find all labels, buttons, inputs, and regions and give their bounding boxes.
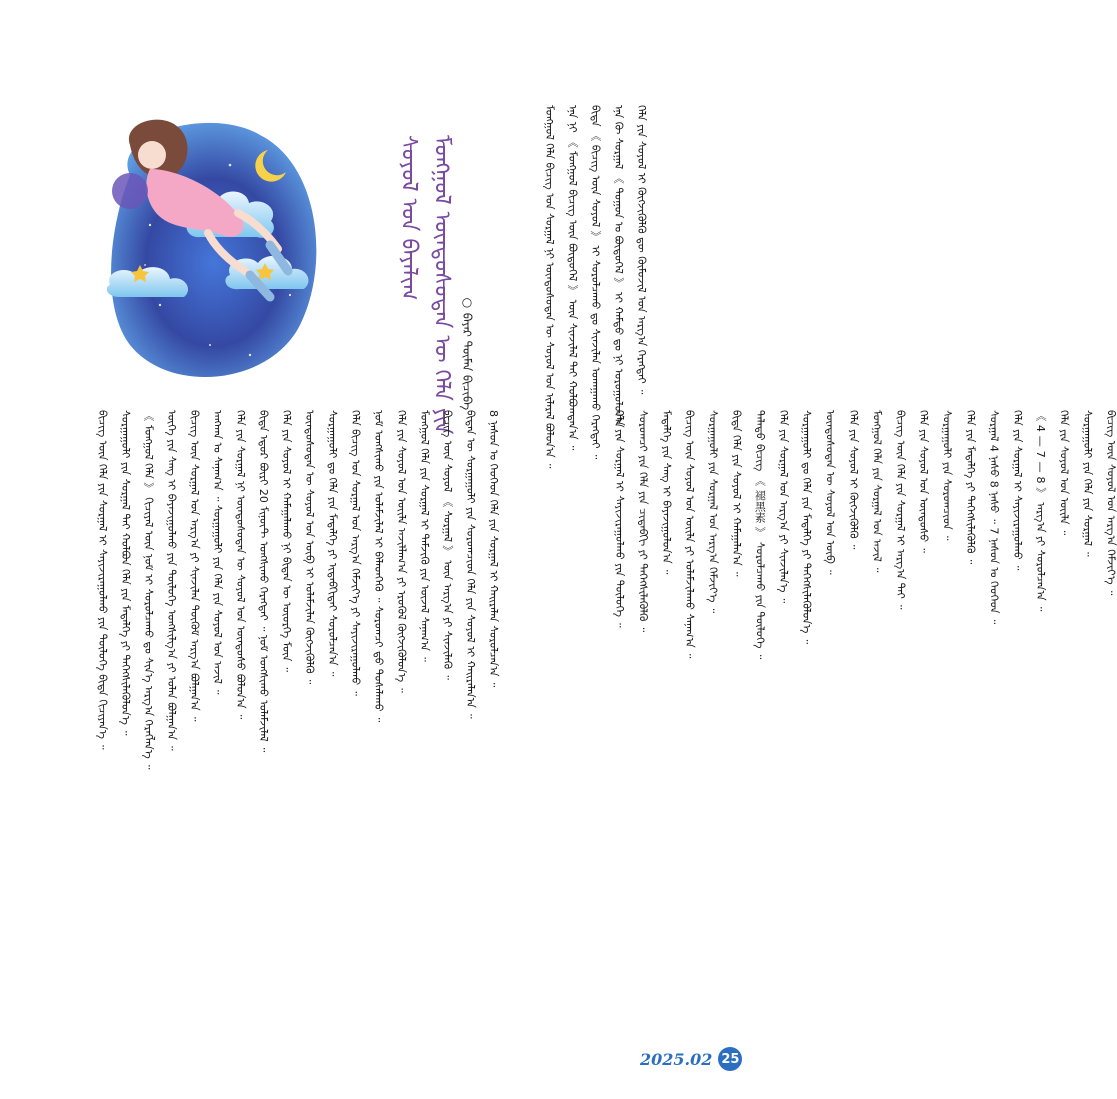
text-column: ᠪᠢᠴᠢᠭ᠌ ᠦᠨ ᠬᠡᠯᠡ ᠶᠢᠨ ᠰᠤᠷᠭᠠᠯ ᠢ ᠠᠷᠭ᠎ᠠ ᠲᠠᠢ ᠃ — [893, 410, 907, 610]
author-byline: ○ ᠪᠠᠶᠠᠷ ᠲᠦᠮᠡᠨ ᠪᠢᠴᠢᠪᠡ — [460, 295, 474, 411]
text-column: ᠪᠢᠴᠢᠭ᠌ ᠦᠨ ᠰᠣᠶᠣᠯ ᠤᠨ ᠦᠢᠯᠡ ᠶᠢ ᠤᠯᠠᠮᠵᠢᠯᠠᠬᠤ ᠰᠠᠨᠠᠭ᠎ᠠ ᠃ — [683, 410, 697, 659]
text-column: ᠬᠡᠯᠡ ᠶᠢᠨ ᠰᠤᠷᠭᠠᠯ ᠨᠢ ᠦᠨᠳᠦᠰᠦᠲᠡᠨ ᠦ ᠰᠣᠶᠣᠯ ᠤᠨ ᠦᠨᠳᠦᠰᠦ ᠪᠣᠯᠤᠨ᠎ᠠ ᠃ — [234, 410, 247, 720]
text-column: ᠬᠡᠯᠡ ᠶᠢᠨ ᠰᠤᠷᠭᠠᠯ ᠤᠨ ᠠᠷᠭ᠎ᠠ ᠶᠢ ᠰᠢᠨᠵᠢᠯᠡᠨ᠎ᠡ ᠃ — [776, 410, 790, 604]
text-column: ᠦᠨᠳᠦᠰᠦᠲᠡᠨ ᠦ ᠰᠣᠶᠣᠯ ᠤᠨ ᠦᠪ ᠢ ᠤᠯᠠᠮᠵᠢᠯᠠᠨ ᠬᠥᠭᠵᠢᠭᠦᠯᠬᠦ ᠃ — [303, 410, 316, 685]
article-title-line2: ᠰᠣᠶᠣᠯ ᠤᠨ ᠪᠠᠶᠠᠯᠢᠭ — [396, 135, 421, 301]
text-column: ᠬᠡᠯᠡ ᠶᠢᠨ ᠰᠣᠶᠣᠯ ᠢ ᠬᠥᠭᠵᠢᠭᠦᠯᠬᠦ ᠳᠦ ᠬᠦᠮᠦᠵᠢᠯ ᠤᠨ ᠠᠷᠭ᠎ᠠ ᠬᠡᠷᠡᠭᠲᠡᠢ ᠃ — [635, 105, 648, 395]
text-column: ᠬᠡᠯᠡ ᠶᠢᠨ ᠰᠤᠷᠭᠠᠯ ᠢ ᠰᠠᠶᠢᠵᠢᠷᠠᠭᠤᠯᠬᠤ ᠶᠢᠨ ᠲᠥᠯᠥᠭᠡ ᠃ — [613, 410, 626, 628]
text-column: ᠪᠢᠳᠡ ᠡᠳᠦᠷ ᠪᠦᠷᠢ 20 ᠮᠢᠨᠦ᠋ᠲ ᠤᠩᠰᠢᠬᠤ ᠬᠡᠷᠡᠭᠲᠡᠢ ᠃ ᠨᠣᠮ ᠤᠩᠰᠢᠬᠤ ᠤᠯᠠᠮᠵᠢᠯᠠᠯ ᠃ — [257, 410, 270, 753]
text-column: ᠬᠡᠯᠡ ᠶᠢᠨ ᠰᠣᠶᠣᠯ ᠤᠨ ᠦᠢᠯᠡ ᠃ — [1057, 410, 1071, 536]
text-column: ᠪᠢᠴᠢᠭ᠌ ᠦᠨ ᠬᠡᠯᠡ ᠶᠢᠨ ᠰᠤᠷᠭᠠᠯ ᠢ ᠰᠠᠶᠢᠵᠢᠷᠠᠭᠤᠯᠬᠤ ᠶᠢᠨ ᠲᠥᠯᠥᠭᠡ ᠪᠢᠳᠡ ᠬᠢᠴᠢᠶᠡᠨ᠎ᠡ ᠃ — [96, 410, 109, 750]
text-column: ᠠᠩᠬᠠᠨ ᠤ ᠰᠠᠨᠠᠭ᠎ᠠ ᠃ ᠰᠤᠷᠭᠠᠭᠤᠯᠢ ᠶᠢᠨ ᠬᠡᠯᠡ ᠶᠢᠨ ᠰᠣᠶᠣᠯ ᠤᠨ ᠠᠵᠢᠯ ᠃ — [211, 410, 224, 695]
text-column: ᠮᠡᠳᠡᠯᠭᠡ ᠶᠢᠨ ᠰᠠᠩ ᠢ ᠪᠠᠶᠠᠵᠢᠭᠤᠯᠤᠨ᠎ᠠ ᠃ — [659, 410, 673, 575]
text-column: ᠦᠭᠡ ᠶᠢᠨ ᠰᠠᠩ ᠢ ᠪᠠᠶᠠᠵᠢᠭᠤᠯᠬᠤ ᠶᠢᠨ ᠲᠥᠯᠥᠭᠡ ᠤᠩᠰᠢᠯᠭ᠎ᠠ ᠶᠢ ᠣᠯᠠᠨ ᠪᠣᠯᠭᠠᠨ᠎ᠠ ᠃ — [165, 410, 178, 751]
text-column: ᠰᠤᠷᠭᠠᠭᠤᠯᠢ ᠶᠢᠨ ᠬᠡᠯᠡ ᠶᠢᠨ ᠰᠤᠷᠭᠠᠯ ᠃ — [1081, 410, 1094, 557]
text-column: ᠪᠢᠳᠡ 《 ᠪᠢᠴᠢᠭ᠌ ᠦᠨ ᠰᠣᠶᠣᠯ 》 ᠢ ᠰᠤᠷᠤᠯᠴᠠᠬᠤ ᠳᠤ ᠰᠢᠨᠵᠢᠯᠡᠨ ᠤᠬᠠᠭᠠᠬᠤ ᠬᠡᠷᠡᠭᠲᠡᠢ ᠃ — [589, 105, 602, 460]
text-column: ᠦᠨᠳᠦᠰᠦᠲᠡᠨ ᠦ ᠰᠣᠶᠣᠯ ᠤᠨ ᠦᠪ ᠃ — [823, 410, 837, 575]
text-column: ᠬᠡᠯᠡ ᠶᠢᠨ ᠰᠣᠶᠣᠯ ᠢ ᠬᠥᠭᠵᠢᠭᠦᠯᠬᠦ ᠃ — [847, 410, 860, 550]
text-column: ᠬᠡᠯᠡ ᠶᠢᠨ ᠰᠤᠷᠭᠠᠯ ᠢ ᠰᠠᠶᠢᠵᠢᠷᠠᠭᠤᠯᠬᠤ ᠃ — [1010, 410, 1024, 571]
page-number: 25 — [718, 1047, 742, 1071]
text-column: ᠰᠤᠷᠭᠠᠭᠤᠯᠢ ᠳᠤ ᠬᠡᠯᠡ ᠶᠢᠨ ᠮᠡᠳᠡᠯᠭᠡ ᠶᠢ ᠢᠳᠡᠪᠬᠢᠲᠡᠢ ᠰᠤᠷᠤᠯᠴᠠᠨ᠎ᠠ ᠃ — [326, 410, 339, 677]
text-column: ᠰᠤᠷᠭᠠᠯ 4 ᠨᠠᠰᠤ 8 ᠨᠠᠰᠤ ᠃ 7 ᠨᠠᠰᠤᠨ ᠤ ᠬᠡᠦᠬᠡᠳ ᠃ — [987, 410, 1001, 625]
text-column: ᠡᠨᠡ ᠬᠦ ᠰᠤᠷᠭᠠᠯ 《 ᠲᠣᠭᠣᠨ ᠤ ᠪᠦᠲᠦᠭᠡᠯ 》 ᠢ ᠬᠠᠮᠲᠤ ᠳᠤ ᠨᠢ ᠣᠷᠣᠭᠤᠯᠤᠨ᠎ᠠ ᠃ — [612, 105, 625, 439]
issue-number: 2025.02 — [640, 1049, 713, 1069]
text-column: ᠪᠢᠴᠢᠭ᠌ ᠦᠨ ᠰᠣᠶᠣᠯ 《 ᠰᠤᠷᠭᠠᠯ 》 ᠦᠨ ᠠᠷᠭ᠎ᠠ ᠶᠢ ᠰᠢᠨᠵᠢᠯᠡᠬᠦ ᠃ — [441, 410, 454, 680]
text-column: 《 ᠮᠣᠩᠭᠣᠯ ᠬᠡᠯᠡ 》 ᠬᠢᠴᠢᠶᠡᠯ ᠦᠨ ᠨᠣᠮ ᠢ ᠰᠤᠷᠤᠯᠴᠠᠬᠤ ᠳᠤ ᠰᠢᠨ᠎ᠡ ᠠᠷᠭ᠎ᠠ ᠬᠡᠷᠡᠭᠯᠡᠨ᠎ᠡ ᠃ — [142, 410, 155, 770]
article-title-line1: ᠮᠣᠩᠭᠣᠯ ᠦᠨᠳᠦᠰᠦᠲᠡᠨ ᠦ ᠬᠡᠯᠡ ᠶᠢᠨ — [429, 135, 454, 435]
text-column: ᠮᠣᠩᠭᠣᠯ ᠬᠡᠯᠡ ᠶᠢᠨ ᠰᠤᠷᠭᠠᠯ ᠤᠨ ᠠᠵᠢᠯ ᠃ — [870, 410, 884, 573]
text-column: ᠲᠠᠯᠠᠳᠤ ᠪᠢᠴᠢᠭ 《 褪黑素 》 ᠰᠤᠷᠤᠯᠴᠠᠬᠤ ᠶᠢᠨ ᠲᠥᠯᠥᠭᠡ ᠃ — [753, 410, 767, 660]
text-column: ᠰᠤᠷᠭᠠᠭᠤᠯᠢ ᠶᠢᠨ ᠰᠤᠷᠤᠭᠴᠢᠳ ᠃ — [940, 410, 954, 541]
text-column: ᠪᠢᠴᠢᠭ᠌ ᠦᠨ ᠰᠤᠷᠭᠠᠯ ᠤᠨ ᠠᠷᠭ᠎ᠠ ᠶᠢ ᠰᠢᠨᠵᠢᠯᠡᠨ ᠳᠦᠭᠦᠮ ᠠᠷᠭ᠎ᠠ ᠪᠣᠯᠭᠠᠨ᠎ᠠ ᠃ — [188, 410, 201, 722]
text-column: ᠬᠡᠯᠡ ᠶᠢᠨ ᠮᠡᠳᠡᠯᠭᠡ ᠶᠢ ᠳᠡᠭᠡᠭᠰᠢᠯᠡᠭᠦᠯᠬᠦ ᠃ — [964, 410, 977, 565]
text-column: ᠪᠢᠴᠢᠭ᠌ ᠦᠨ ᠰᠣᠶᠣᠯ ᠤᠨ ᠠᠷᠭ᠎ᠠ ᠬᠡᠮᠵᠢᠶ᠎ᠡ ᠃ — [1104, 410, 1117, 596]
text-column: ᠬᠡᠯᠡ ᠪᠢᠴᠢᠭ ᠤᠨ ᠰᠤᠷᠭᠠᠯ ᠤᠨ ᠠᠷᠭ᠎ᠠ ᠬᠡᠮᠵᠢᠶ᠎ᠡ ᠶᠢ ᠰᠠᠶᠢᠵᠢᠷᠠᠭᠤᠯᠬᠤ ᠃ — [349, 410, 362, 696]
text-column: ᠪᠢᠳᠡᠨ ᠦ ᠰᠤᠷᠭᠠᠭᠤᠯᠢ ᠶᠢᠨ ᠰᠤᠷᠤᠭᠴᠢᠳ ᠬᠡᠯᠡ ᠶᠢᠨ ᠰᠣᠶᠣᠯ ᠢ ᠬᠠᠢᠷᠠᠯᠠᠨ᠎ᠠ ᠃ — [464, 410, 477, 719]
text-column: ᠬᠡᠯᠡ ᠶᠢᠨ ᠰᠣᠶᠣᠯ ᠢ ᠬᠠᠮᠠᠭᠠᠯᠠᠬᠤ ᠨᠢ ᠪᠢᠳᠡᠨ ᠦ ᠦᠦᠷᠭᠡ ᠮᠥᠨ ᠃ — [280, 410, 293, 673]
text-column: 《 4 — 7 — 8 》 ᠠᠷᠭ᠎ᠠ ᠶᠢ ᠰᠤᠷᠤᠯᠴᠠᠨ᠎ᠠ ᠃ — [1034, 410, 1048, 612]
illustration — [90, 105, 335, 395]
text-column: ᠡᠨᠡ ᠨᠢ 《 ᠮᠣᠩᠭᠣᠯ ᠪᠢᠴᠢᠭ ᠦᠨ ᠪᠦᠲᠦᠭᠡᠯ 》 ᠦᠨ ᠰᠢᠨᠵᠢᠯᠡᠯ ᠲᠡᠢ ᠬᠣᠯᠪᠣᠭᠳᠠᠨ᠎ᠠ ᠃ — [566, 105, 579, 451]
text-column: ᠨᠣᠮ ᠤᠩᠰᠢᠬᠤ ᠶᠢᠨ ᠤᠯᠠᠮᠵᠢᠯᠠᠯ ᠢ ᠪᠡᠯᠡᠳᠬᠡᠬᠦ ᠃ ᠰᠤᠷᠤᠭᠴᠢ ᠳ᠋ᠤ ᠲᠤᠰᠠᠯᠠᠬᠤ ᠃ — [372, 410, 385, 723]
text-column: ᠮᠣᠩᠭᠣᠯ ᠬᠡᠯᠡ ᠪᠢᠴᠢᠭ ᠤᠨ ᠰᠤᠷᠭᠠᠯ ᠨᠢ ᠦᠨᠳᠦᠰᠦᠲᠡᠨ ᠦ ᠰᠣᠶᠣᠯ ᠤᠨ ᠢᠯᠡᠷᠡᠯ ᠪᠣᠯᠤᠨ᠎ᠠ ᠃ — [543, 105, 556, 469]
text-column: ᠰᠤᠷᠭᠠᠭᠤᠯᠢ ᠳᠤ ᠬᠡᠯᠡ ᠶᠢᠨ ᠮᠡᠳᠡᠯᠭᠡ ᠶᠢ ᠳᠡᠭᠡᠭᠰᠢᠯᠡᠭᠦᠯᠦᠨ᠎ᠡ ᠃ — [800, 410, 814, 645]
text-column: 8 ᠨᠠᠰᠤᠨ ᠤ ᠬᠡᠦᠬᠡᠳ ᠬᠡᠯᠡ ᠶᠢᠨ ᠰᠤᠷᠭᠠᠯ ᠢ ᠬᠠᠢᠷᠠᠯᠠᠨ ᠰᠤᠷᠤᠯᠴᠠᠨ᠎ᠠ ᠃ — [487, 410, 500, 688]
text-column: ᠪᠢᠳᠡ ᠬᠡᠯᠡ ᠶᠢᠨ ᠰᠣᠶᠣᠯ ᠢ ᠬᠠᠮᠠᠭᠠᠯᠠᠨ᠎ᠠ ᠃ — [730, 410, 743, 577]
text-column: ᠰᠤᠷᠭᠠᠭᠤᠯᠢ ᠶᠢᠨ ᠰᠤᠷᠭᠠᠯ ᠲᠠᠢ ᠬᠣᠯᠪᠣᠨ ᠬᠡᠯᠡ ᠶᠢᠨ ᠮᠡᠳᠡᠯᠭᠡ ᠶᠢ ᠳᠡᠭᠡᠭᠰᠢᠯᠡᠭᠦᠯᠦᠨ᠎ᠡ ᠃ — [119, 410, 132, 736]
text-column: ᠬᠡᠯᠡ ᠶᠢᠨ ᠰᠣᠶᠣᠯ ᠤᠨ ᠦᠨᠳᠦᠰᠦ ᠃ — [917, 410, 931, 553]
text-column: ᠮᠣᠩᠭᠣᠯ ᠬᠡᠯᠡ ᠶᠢᠨ ᠰᠤᠷᠭᠠᠯ ᠢ ᠳᠡᠮᠵᠢᠬᠦ ᠶᠢᠨ ᠦᠵᠡᠯ ᠰᠠᠨᠠᠭ᠎ᠠ ᠃ — [418, 410, 431, 662]
text-column: ᠰᠤᠷᠭᠠᠭᠤᠯᠢ ᠶᠢᠨ ᠰᠤᠷᠭᠠᠯ ᠤᠨ ᠠᠷᠭ᠎ᠠ ᠬᠡᠮᠵᠢᠶ᠎ᠡ ᠃ — [706, 410, 720, 614]
text-column: ᠬᠡᠯᠡ ᠶᠢᠨ ᠰᠣᠶᠣᠯ ᠤᠨ ᠦᠢᠯᠡ ᠠᠵᠢᠯᠯᠠᠭ᠎ᠠ ᠶᠢ ᠡᠷᠦᠭᠦᠯ ᠬᠥᠭᠵᠢᠭᠦᠯᠦᠨ᠎ᠡ ᠃ — [395, 410, 408, 693]
page-footer — [640, 1046, 742, 1072]
text-column: ᠰᠤᠷᠤᠭᠴᠢ ᠶᠢᠨ ᠬᠡᠯᠡ ᠶᠢᠨ ᠴᠢᠳᠠᠪᠬᠢ ᠶᠢ ᠳᠡᠭᠡᠭᠰᠢᠯᠡᠭᠦᠯᠬᠦ ᠃ — [636, 410, 650, 633]
